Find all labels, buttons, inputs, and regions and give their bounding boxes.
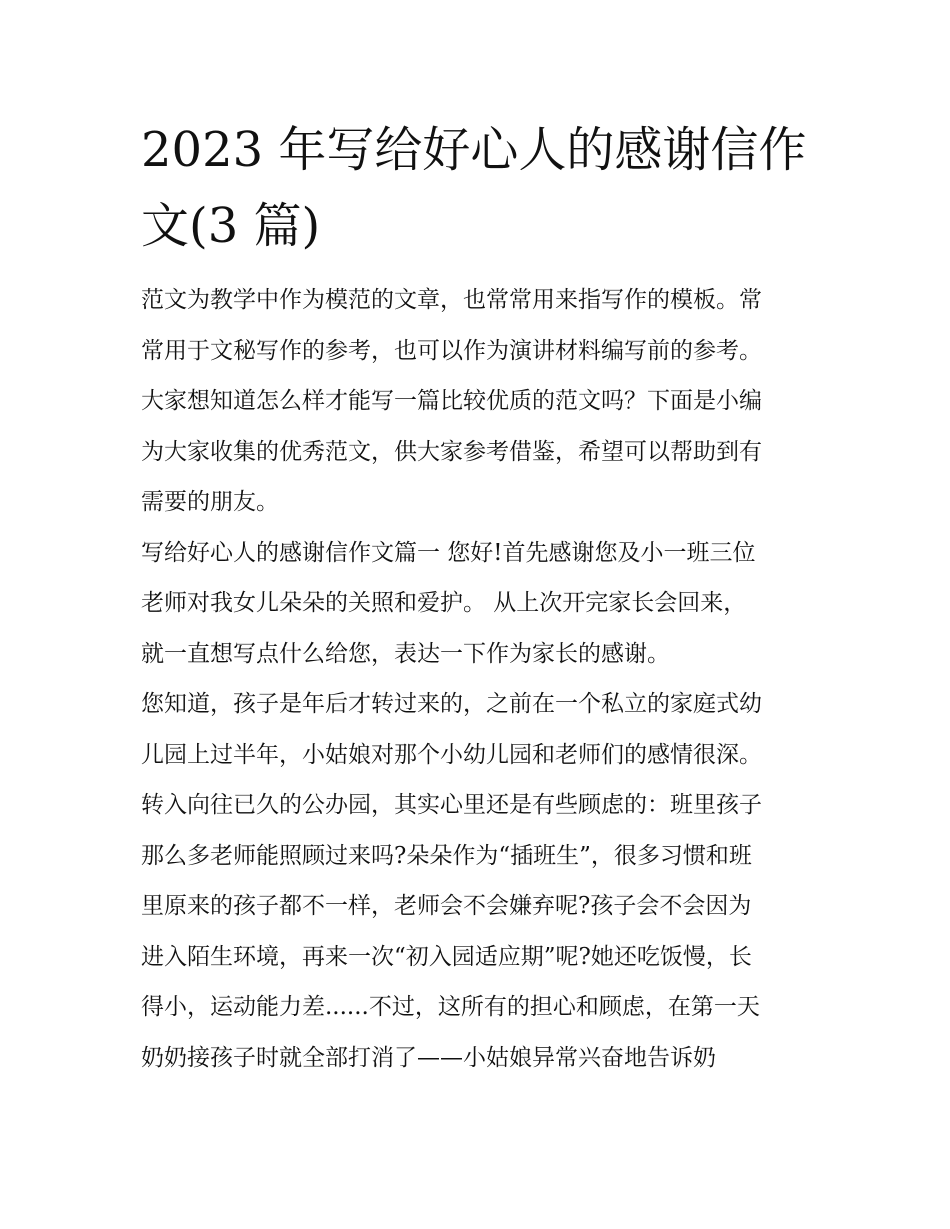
text-line: 里原来的孩子都不一样，老师会不会嫌弃呢?孩子会不会因为 (141, 893, 752, 919)
text-line: 进入陌生环境，再来一次“初入园适应期”呢?她还吃饭慢，长 (141, 943, 752, 970)
text-line: 得小，运动能力差......不过，这所有的担心和顾虑，在第一天 (141, 994, 760, 1020)
paragraph (141, 528, 821, 680)
document-body (141, 275, 821, 1083)
text-line: 大家想知道怎么样才能写一篇比较优质的范文吗？下面是小编 (141, 388, 762, 414)
text-line: 需要的朋友。 (141, 489, 279, 515)
title-line: 2023 年写给好心人的感谢信作 (141, 122, 807, 178)
text-line: 老师对我女儿朵朵的关照和爱护。 从上次开完家长会回来， (141, 590, 747, 616)
text-line: 那么多老师能照顾过来吗?朵朵作为“插班生”，很多习惯和班 (141, 842, 752, 869)
paragraph (141, 679, 821, 1083)
text-line: 写给好心人的感谢信作文篇一 您好!首先感谢您及小一班三位 (141, 539, 756, 566)
text-line: 范文为教学中作为模范的文章，也常常用来指写作的模板。常 (141, 287, 762, 313)
text-line: 奶奶接孩子时就全部打消了——小姑娘异常兴奋地告诉奶 (141, 1044, 716, 1071)
document-title (141, 112, 821, 264)
text-line: 儿园上过半年，小姑娘对那个小幼儿园和老师们的感情很深。 (141, 741, 762, 768)
text-line: 您知道，孩子是年后才转过来的，之前在一个私立的家庭式幼 (141, 691, 762, 717)
text-line: 转入向往已久的公办园，其实心里还是有些顾虑的：班里孩子 (141, 792, 762, 818)
text-line: 为大家收集的优秀范文，供大家参考借鉴，希望可以帮助到有 (141, 438, 762, 465)
text-line: 常用于文秘写作的参考，也可以作为演讲材料编写前的参考。 (141, 337, 762, 364)
paragraph (141, 275, 821, 528)
title-line: 文(3 篇) (141, 198, 321, 254)
text-line: 就一直想写点什么给您，表达一下作为家长的感谢。 (141, 640, 670, 667)
